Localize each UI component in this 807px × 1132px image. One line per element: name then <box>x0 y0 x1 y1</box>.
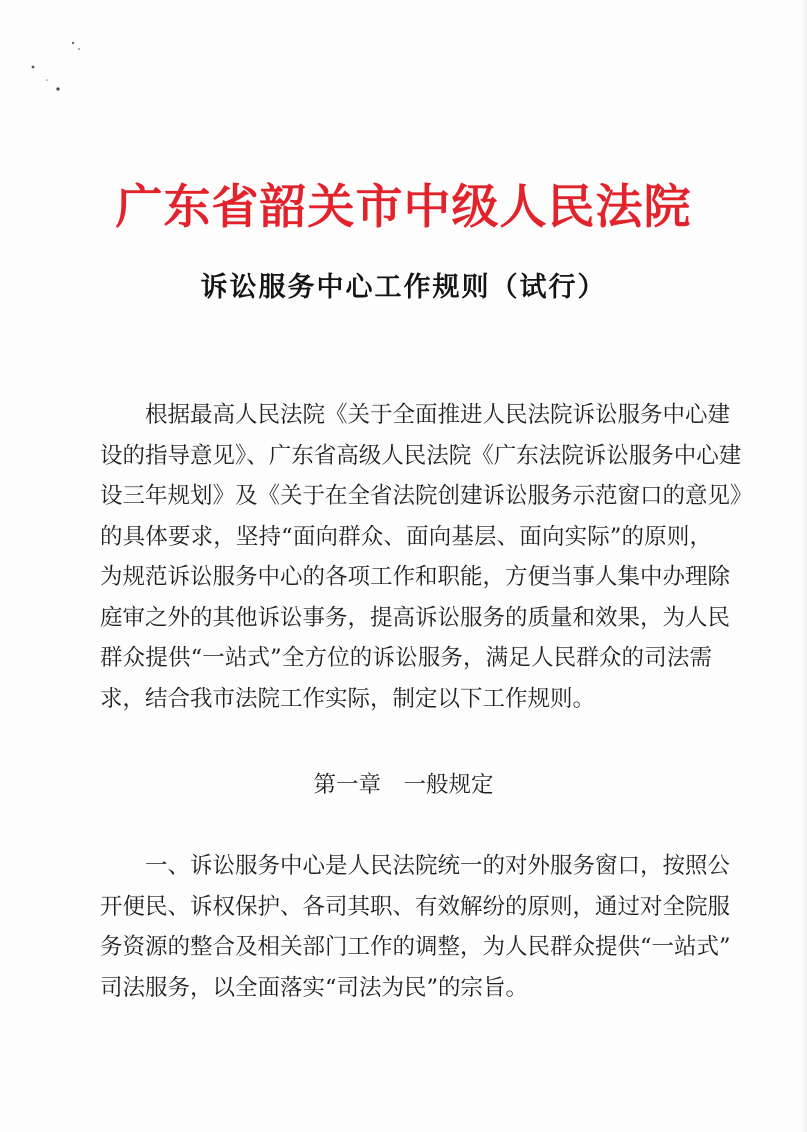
preamble-line: 设三年规划》及《关于在全省法院创建诉讼服务示范窗口的意见》 <box>100 483 753 509</box>
org-name-header: 广东省韶关市中级人民法院 <box>115 180 692 235</box>
preamble-line: 根据最高人民法院《关于全面推进人民法院诉讼服务中心建 <box>100 402 731 428</box>
preamble-paragraph <box>100 395 753 719</box>
document-title: 诉讼服务中心工作规则（试行） <box>200 272 607 303</box>
preamble-line: 的具体要求，坚持“面向群众、面向基层、面向实际”的原则， <box>100 523 712 550</box>
preamble-line: 设的指导意见》、广东省高级人民法院《广东法院诉讼服务中心建 <box>100 442 742 469</box>
preamble-line: 求，结合我市法院工作实际，制定以下工作规则。 <box>100 685 596 712</box>
scan-edge-shadow <box>801 0 807 1132</box>
article-line: 一、诉讼服务中心是人民法院统一的对外服务窗口，按照公 <box>100 853 731 879</box>
preamble-line: 为规范诉讼服务中心的各项工作和职能，方便当事人集中办理除 <box>100 564 731 590</box>
article-line: 司法服务，以全面落实“司法为民”的宗旨。 <box>100 974 529 1001</box>
scan-specks <box>0 0 807 140</box>
preamble-line: 群众提供“一站式”全方位的诉讼服务，满足人民群众的司法需 <box>100 645 712 671</box>
preamble-line: 庭审之外的其他诉讼事务，提高诉讼服务的质量和效果，为人民 <box>100 604 731 631</box>
article-line: 开便民、诉权保护、各司其职、有效解纷的原则，通过对全院服 <box>100 893 731 920</box>
chapter-heading: 第一章 一般规定 <box>313 772 494 798</box>
article-1-paragraph <box>100 846 731 1008</box>
article-line: 务资源的整合及相关部门工作的调整，为人民群众提供“一站式” <box>100 934 731 960</box>
